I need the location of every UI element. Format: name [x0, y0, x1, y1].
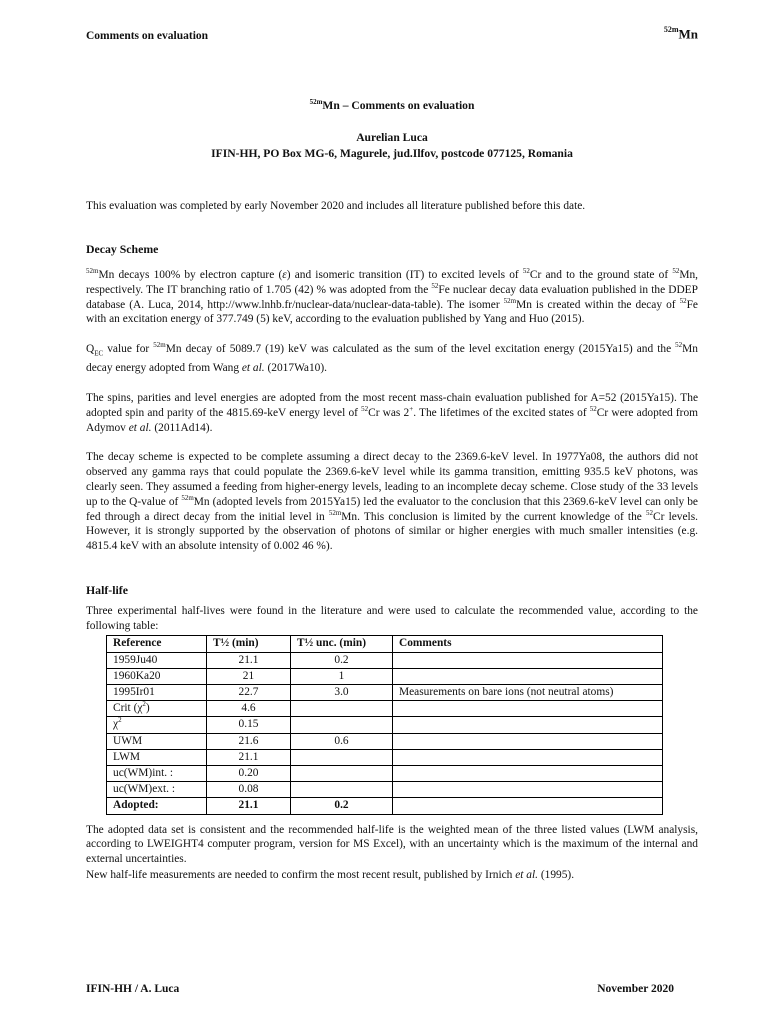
page-header — [86, 25, 698, 48]
col-header-half-life: T½ (min) — [207, 636, 291, 652]
table-header-row — [107, 636, 663, 652]
table-row-lwm: LWM 21.1 — [107, 749, 663, 765]
half-life-intro: Three experimental half-lives were found in the literature and were used to calculate the recommended value, according to the following table: — [86, 604, 698, 632]
half-life-table — [106, 635, 663, 814]
table-row-crit: Crit $(\chi^2)$ 4.6 — [107, 701, 663, 717]
decay-paragraph-2: $Q_{EC}$ value for $^{52m}$Mn decay of 5089.7 (19) keV was calculated as the sum of the level excitation energy (2015Ya15) and the $^{52}$Mn decay energy adopted from Wang et al. (2017Wa10). — [86, 341, 698, 375]
table-row-uwm: UWM 21.6 0.6 — [107, 733, 663, 749]
table-row-chi-squared: $\chi^2$ 0.15 — [107, 717, 663, 733]
decay-paragraph-1: $^{52m}$Mn decays 100% by electron capture (ε) and isomeric transition (IT) to excited levels of $^{52}$Cr and to the ground state of $^{52}$Mn, respectively. The IT branching ratio of 1.705 (42) % was adopted from the $^{52}$Fe nuclear decay data evaluation published in the DDEP database (A. Luca, 2014, http://www.lnhb.fr/nuclear-data/nuclear-data-table). The isomer $^{52m}$Mn is created within the decay of $^{52}$Fe with an excitation energy of 377.749 (5) keV, according to the evaluation published by Yang and Huo (2015). — [86, 267, 698, 326]
footer-left: IFIN-HH / A. Luca — [86, 983, 180, 995]
table-row-uc-ext: uc(WM)ext. : 0.08 — [107, 782, 663, 798]
intro-paragraph: This evaluation was completed by early November 2020 and includes all literature published before this date. — [86, 200, 586, 213]
author-affiliation: IFIN-HH, PO Box MG-6, Magurele, jud.Ilfov, postcode 077125, Romania — [211, 146, 573, 160]
header-nuclide: $^{52m}$Mn — [663, 25, 698, 42]
table-row-adopted: Adopted: 21.1 0.2 — [107, 798, 663, 814]
half-life-conclusion: The adopted data set is consistent and the recommended half-life is the weighted mean of the three listed values (LWM analysis, according to LWEIGHT4 computer program, version for MS Excel), with an uncertainty which is the maximum of the internal and external uncertainties. — [86, 823, 698, 866]
table-row: 1995Ir01 22.7 3.0 Measurements on bare ions (not neutral atoms) — [107, 685, 663, 701]
table-row-uc-int: uc(WM)int. : 0.20 — [107, 766, 663, 782]
decay-paragraph-4: The decay scheme is expected to be complete assuming a direct decay to the 2369.6-keV level. In 1977Ya08, the authors did not observed any gamma rays that could populate the 2369.6-keV level while its gamma transition, emitting 935.5 keV photons, was clearly seen. They assumed a feeding from higher-energy levels, leading to an incomplete decay scheme. Close study of the 33 levels up to the Q-value of $^{52m}$Mn (adopted levels from 2015Ya15) led the evaluator to the conclusion that this 2369.6-keV level can only be fed through a direct decay from the initial level in $^{52m}$Mn. This conclusion is limited by the current knowledge of the $^{52}$Cr levels. However, it is strongly supported by the observation of photons of similar or higher energies with much smaller intensities (e.g. 4815.4 keV with an absolute intensity of 0.002 46 %). — [86, 451, 699, 553]
half-life-note: New half-life measurements are needed to confirm the most recent result, published by Irnich et al. (1995). — [86, 869, 575, 882]
document-title: $^{52m}$Mn – Comments on evaluation — [309, 98, 475, 112]
table-row: 1960Ka20 21 1 — [107, 668, 663, 684]
document-body — [86, 99, 698, 883]
col-header-uncertainty: T½ unc. (min) — [291, 636, 393, 652]
decay-paragraph-3: The spins, parities and level energies are adopted from the most recent mass-chain evaluation published for A=52 (2015Ya15). The adopted spin and parity of the 4815.69-keV energy level of $^{52}$Cr was 2+. The lifetimes of the excited states of $^{52}$Cr were adopted from Adymov et al. (2011Ad14). — [86, 392, 699, 434]
footer-date: November 2020 — [597, 983, 674, 995]
col-header-comments: Comments — [393, 636, 663, 652]
header-left: Comments on evaluation — [86, 30, 209, 42]
col-header-reference: Reference — [107, 636, 207, 652]
author-name: Aurelian Luca — [356, 130, 428, 144]
table-row: 1959Ju40 21.1 0.2 — [107, 652, 663, 668]
section-heading-half-life: Half-life — [86, 583, 128, 598]
section-heading-decay-scheme: Decay Scheme — [86, 242, 159, 257]
page-footer — [86, 983, 674, 999]
